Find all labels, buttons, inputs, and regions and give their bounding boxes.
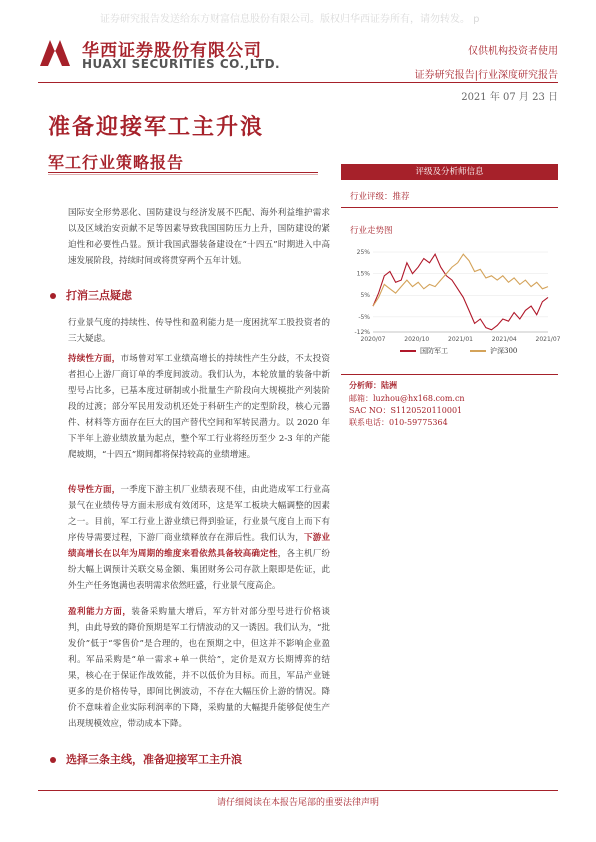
transmission-text-a: 一季度下游主机厂业绩表现不佳，由此造成军工行业高景气在业绩传导方面未形成有效闭环，这是军工板块大幅调整的因素之一。目前，军工行业上游业绩已得到验证，行业景气度自上而下有序传导需要过程，下游厂商业绩释放存在滞后性。我们认为， — [68, 485, 330, 543]
x-tick-label: 2021/01 — [448, 336, 473, 343]
x-tick-label: 2020/07 — [360, 336, 386, 343]
profitability-label: 盈利能力方面， — [68, 607, 132, 617]
x-tick-label: 2020/10 — [404, 336, 430, 343]
sidebar-rule-analyst — [341, 374, 558, 375]
trend-chart-label: 行业走势图 — [350, 226, 393, 236]
sac-row — [349, 405, 462, 416]
x-tick-label: 2021/04 — [491, 336, 517, 343]
analyst-row — [349, 380, 397, 391]
email-row — [349, 393, 465, 404]
report-date: 2021 年 07 月 23 日 — [461, 92, 558, 103]
rating-row — [350, 190, 410, 202]
header-rule — [38, 82, 558, 83]
legend-label-hs300: 沪深300 — [490, 347, 518, 355]
y-tick-label: -5% — [358, 313, 370, 321]
transmission-label: 传导性方面， — [68, 485, 121, 495]
sidebar-header: 评级及分析师信息 — [341, 164, 558, 180]
transmission-highlight: 下游业绩高增长在以年为周期的维度来看依然具备较高确定性 — [68, 533, 330, 559]
report-type: 证券研究报告|行业深度研究报告 — [414, 70, 558, 81]
page-subtitle: 军工行业策略报告 — [48, 153, 185, 172]
legal-notice[interactable]: 请仔细阅读在本报告尾部的重要法律声明 — [216, 798, 379, 808]
y-tick-label: 25% — [356, 249, 370, 256]
y-tick-label: 5% — [360, 292, 370, 300]
sac-label: SAC NO： — [349, 406, 391, 415]
footer-rule — [38, 790, 558, 791]
persistence-label: 持续性方面， — [68, 354, 121, 364]
sac-value: S1120520110001 — [390, 406, 463, 415]
page-title: 准备迎接军工主升浪 — [48, 114, 265, 140]
legend-item-hs300 — [470, 346, 517, 356]
series-line-0 — [373, 254, 548, 330]
analyst-label: 分析师： — [349, 380, 381, 390]
section-2-title: 选择三条主线，准备迎接军工主升浪 — [66, 753, 242, 766]
email-label: 邮箱： — [349, 394, 373, 403]
section-heading-2 — [50, 751, 242, 767]
brand-name-cn: 华西证券股份有限公司 — [82, 41, 262, 61]
section-1-title: 打消三点疑虑 — [66, 289, 132, 302]
phone-value: 010-59775364 — [389, 418, 448, 427]
industry-trend-chart — [343, 246, 561, 364]
legend-swatch-hs300 — [470, 350, 486, 352]
huaxi-logo-icon — [38, 38, 72, 68]
legend-swatch-defense — [400, 350, 416, 352]
legend-item-defense — [400, 346, 448, 356]
legend-label-defense: 国防军工 — [420, 347, 448, 355]
bullet-icon — [50, 293, 56, 299]
rating-label: 行业评级： — [350, 192, 393, 202]
section-1-lead: 行业景气度的持续性、传导性和盈利能力是一度困扰军工股投资者的三大疑虑。 — [68, 318, 330, 344]
x-tick-label: 2021/07 — [535, 336, 561, 343]
profitability-text: 装备采购量大增后，军方针对部分型号进行价格谈判，由此导致的降价预期是军工行情波动的又一诱因。我们认为，“批发价”低于“零售价”是合理的，也在预期之中，但这并不影响企业盈利。军品采购是“单一需求+单一供给”，定价是双方长期博弈的结果，核心在于保证作战效能，并不以低价为目标。而且，军品产业链更多的是价格传导，即间比例波动，不存在大幅压价上游的情况。降价不意味着企业实际利润率的下降，采购量的大幅提升能够促使生产出现规模效应，带动成本下降。 — [68, 607, 330, 729]
y-tick-label: 15% — [356, 270, 370, 278]
audience-note: 仅供机构投资者使用 — [468, 46, 558, 57]
subtitle-rule — [48, 172, 318, 173]
analyst-name: 陆洲 — [381, 380, 397, 390]
email-value[interactable]: luzhou@hx168.com.cn — [373, 394, 465, 403]
persistence-paragraph — [68, 351, 330, 463]
phone-row — [349, 417, 448, 428]
phone-label: 联系电话： — [349, 418, 389, 427]
section-heading-1 — [50, 287, 132, 303]
transmission-paragraph — [68, 482, 330, 594]
transmission-text-c: ，各主机厂纷纷大幅上调预计关联交易金额、集团财务公司存款上限即是佐证，此外生产任务饱满也表明需求依然旺盛，行业景气度高企。 — [68, 549, 330, 591]
subtitle-rule-light — [48, 174, 318, 175]
profitability-paragraph — [68, 604, 330, 732]
sidebar-rule — [341, 207, 558, 208]
y-tick-label: -12% — [354, 329, 370, 336]
brand-name-en: HUAXI SECURITIES CO.,LTD. — [82, 57, 281, 71]
intro-paragraph: 国际安全形势恶化、国防建设与经济发展不匹配、海外利益维护需求以及区域治安贡献不足等因素导致我国国防压力上升，国防建设的紧迫性和必要性凸显。预计我国武器装备建设在“十四五”时期进入中高速发展阶段，持续时间或将贯穿两个五年计划。 — [68, 208, 330, 266]
bullet-icon — [50, 757, 56, 763]
rating-value: 推荐 — [392, 192, 410, 202]
persistence-text: 市场曾对军工业绩高增长的持续性产生分歧，不太投资者担心上游厂商订单的季度间波动。我们认为，本轮放量的装备中新型号占比多，已基本度过研制或小批量生产阶段向大规模批产列装阶段的过渡；部分军民用发动机还处于科研生产的定型阶段，核心元器件、材料等方面存在巨大的国产替代空间和军转民潜力。以 2020 年下半年上游业绩放量为起点，整个军工行业将经历至少 2-3 年的产能爬坡期，“十四五”期间都将保持较高的业绩增速。 — [68, 354, 330, 460]
watermark-text: 证券研究报告发送给东方财富信息股份有限公司。版权归华西证券所有，请勿转发。 p — [100, 14, 480, 25]
series-line-1 — [373, 254, 548, 306]
